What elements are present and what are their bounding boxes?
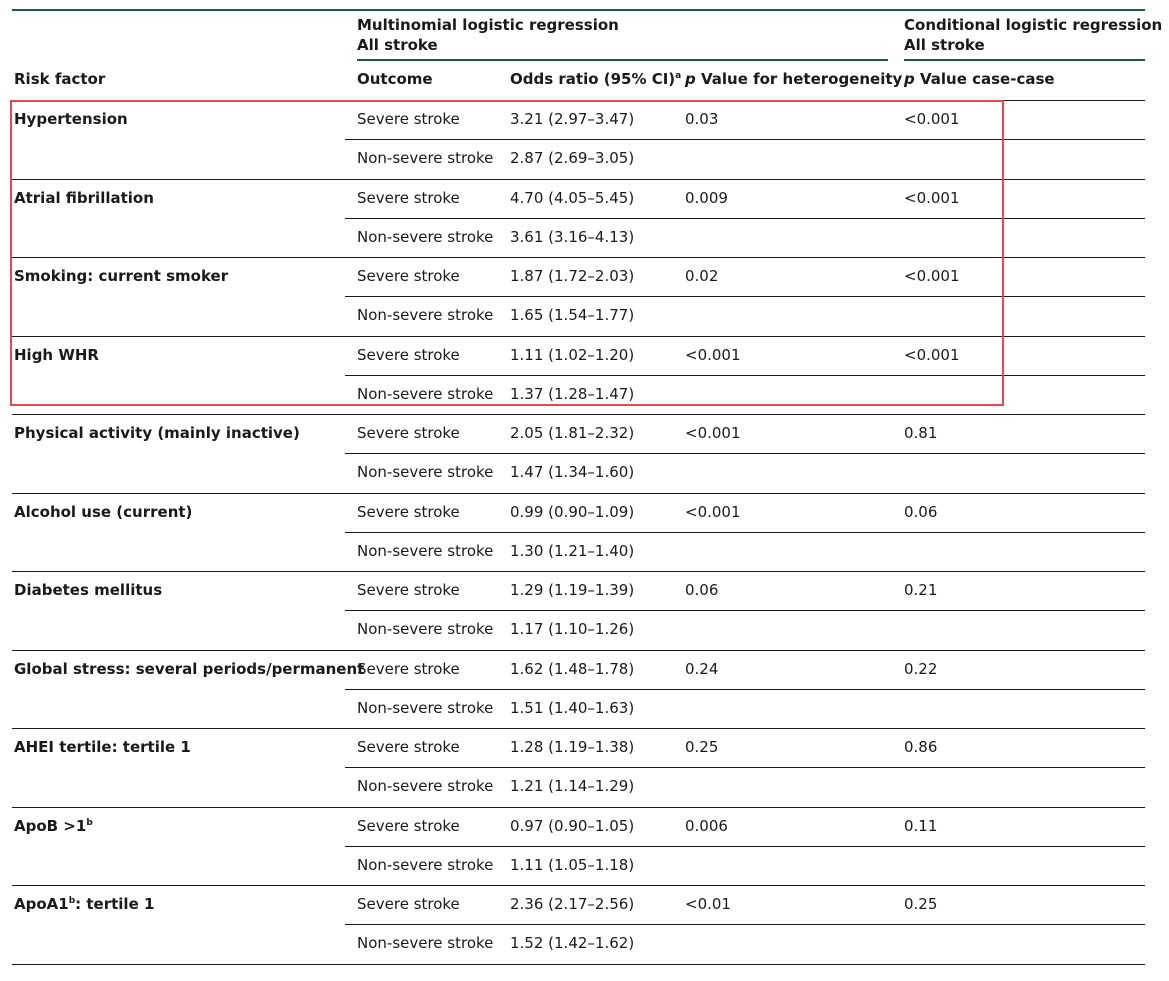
risk-factor-group [12, 415, 1145, 494]
p-heterogeneity-cell: 0.25 [685, 738, 719, 756]
odds-ratio-cell: 1.47 (1.34–1.60) [510, 463, 635, 481]
risk-factor-group [12, 494, 1145, 573]
p-case-case-cell: 0.25 [904, 895, 938, 913]
outcome-cell: Severe stroke [357, 267, 460, 285]
p-case-case-cell: <0.001 [904, 267, 960, 285]
odds-ratio-cell: 3.21 (2.97–3.47) [510, 110, 635, 128]
odds-ratio-cell: 4.70 (4.05–5.45) [510, 188, 635, 207]
odds-ratio-cell: 1.11 (1.05–1.18) [510, 855, 635, 874]
risk-factor-footnote-marker: b [86, 817, 93, 828]
p-heterogeneity-cell: <0.001 [685, 502, 741, 521]
risk-factor-name: Atrial fibrillation [14, 188, 154, 207]
odds-ratio-footnote-marker: a [675, 71, 682, 81]
odds-ratio-cell: 1.17 (1.10–1.26) [510, 620, 635, 638]
table-row-nonsevere [345, 454, 1145, 493]
risk-factor-label [14, 738, 191, 756]
table-row-severe [345, 494, 1145, 533]
outcome-cell: Non-severe stroke [357, 384, 494, 403]
col-header-p-case-case [904, 69, 1055, 89]
risk-factor-suffix: : tertile 1 [75, 895, 155, 913]
table-row-severe [345, 651, 1145, 690]
top-rule [12, 9, 1145, 11]
outcome-cell: Non-severe stroke [357, 306, 494, 324]
table-row-nonsevere [345, 925, 1145, 964]
odds-ratio-cell: 0.99 (0.90–1.09) [510, 502, 635, 521]
risk-factor-footnote-marker: b [68, 896, 76, 906]
odds-ratio-cell: 1.28 (1.19–1.38) [510, 738, 635, 756]
odds-ratio-cell: 1.21 (1.14–1.29) [510, 777, 635, 795]
p-heterogeneity-cell: 0.03 [685, 110, 719, 128]
risk-factor-group [12, 808, 1145, 887]
outcome-cell: Severe stroke [357, 345, 460, 364]
risk-factor-label [14, 424, 300, 442]
risk-factor-label [14, 660, 364, 678]
odds-ratio-cell: 2.87 (2.69–3.05) [510, 149, 635, 167]
p-case-case-cell: <0.001 [904, 110, 960, 128]
p-heterogeneity-cell: <0.001 [685, 345, 741, 364]
table-row-severe [345, 572, 1145, 611]
outcome-cell: Non-severe stroke [357, 620, 494, 638]
outcome-cell: Severe stroke [357, 659, 460, 678]
risk-factor-group [12, 729, 1145, 808]
p-case-case-cell: 0.21 [904, 581, 938, 599]
multinomial-subtitle: All stroke [357, 36, 438, 54]
outcome-cell: Non-severe stroke [357, 934, 494, 952]
risk-factor-group [12, 886, 1145, 965]
outcome-cell: Severe stroke [357, 738, 460, 756]
table-row-severe [345, 886, 1145, 925]
highlight-box [10, 100, 1004, 406]
risk-factor-name: ApoA1 [14, 895, 69, 913]
odds-ratio-cell: 1.11 (1.02–1.20) [510, 345, 635, 364]
risk-factor-name: Smoking: current smoker [14, 267, 229, 285]
p-het-italic: p [685, 70, 696, 88]
col-header-odds-ratio [510, 69, 681, 89]
multinomial-title: Multinomial logistic regression [357, 16, 619, 34]
p-heterogeneity-cell: 0.06 [685, 581, 719, 599]
p-heterogeneity-cell: <0.01 [685, 895, 731, 913]
table-row-nonsevere [345, 611, 1145, 650]
odds-ratio-label: Odds ratio (95% CI) [510, 70, 676, 88]
risk-factor-label [14, 895, 154, 913]
p-het-label: Value for heterogeneity [695, 70, 903, 88]
table-row-nonsevere [345, 847, 1145, 886]
p-heterogeneity-cell: 0.009 [685, 188, 728, 207]
table-row-severe [345, 729, 1145, 768]
p-case-case-cell: 0.81 [904, 424, 938, 442]
risk-factor-name: Diabetes mellitus [14, 581, 163, 599]
p-heterogeneity-cell: 0.006 [685, 816, 728, 835]
conditional-header-rule [904, 59, 1145, 61]
multinomial-header [357, 15, 619, 55]
p-case-case-cell: 0.86 [904, 738, 938, 756]
risk-factor-name: ApoB >1 [14, 816, 87, 835]
col-header-risk-factor: Risk factor [14, 70, 106, 88]
outcome-cell: Non-severe stroke [357, 698, 494, 717]
conditional-title: Conditional logistic regression [904, 16, 1163, 34]
risk-factor-group [12, 572, 1145, 651]
p-cc-label: Value case-case [914, 70, 1055, 88]
risk-factor-label [14, 581, 162, 599]
odds-ratio-cell: 1.30 (1.21–1.40) [510, 541, 635, 560]
table-row-nonsevere [345, 690, 1145, 729]
outcome-cell: Severe stroke [357, 581, 460, 599]
outcome-cell: Non-severe stroke [357, 149, 494, 167]
risk-factor-name: Global stress: several periods/permanent [14, 659, 365, 678]
odds-ratio-cell: 1.62 (1.48–1.78) [510, 659, 635, 678]
outcome-cell: Severe stroke [357, 424, 460, 442]
p-case-case-cell: <0.001 [904, 345, 960, 364]
p-heterogeneity-cell: 0.02 [685, 267, 719, 285]
table-row-nonsevere [345, 768, 1145, 807]
table-row-severe [345, 415, 1145, 454]
table-row-nonsevere [345, 533, 1145, 572]
odds-ratio-cell: 1.65 (1.54–1.77) [510, 306, 635, 324]
odds-ratio-cell: 2.05 (1.81–2.32) [510, 424, 635, 442]
col-header-outcome: Outcome [357, 70, 433, 88]
p-heterogeneity-cell: 0.24 [685, 659, 719, 678]
odds-ratio-cell: 1.37 (1.28–1.47) [510, 384, 635, 403]
multinomial-header-rule [357, 59, 888, 61]
odds-ratio-cell: 2.36 (2.17–2.56) [510, 895, 635, 913]
odds-ratio-cell: 1.87 (1.72–2.03) [510, 267, 635, 285]
p-case-case-cell: 0.11 [904, 816, 938, 835]
conditional-subtitle: All stroke [904, 36, 985, 54]
outcome-cell: Severe stroke [357, 110, 460, 128]
p-cc-italic: p [904, 70, 915, 88]
table-row-severe [345, 808, 1145, 847]
outcome-cell: Severe stroke [357, 188, 460, 207]
outcome-cell: Non-severe stroke [357, 541, 494, 560]
odds-ratio-cell: 3.61 (3.16–4.13) [510, 227, 635, 246]
odds-ratio-cell: 1.52 (1.42–1.62) [510, 934, 635, 952]
outcome-cell: Non-severe stroke [357, 227, 494, 246]
odds-ratio-cell: 0.97 (0.90–1.05) [510, 816, 635, 835]
odds-ratio-cell: 1.51 (1.40–1.63) [510, 698, 635, 717]
risk-factor-group [12, 651, 1145, 730]
risk-factor-label [14, 503, 192, 521]
p-case-case-cell: <0.001 [904, 188, 960, 207]
risk-factor-name: AHEI tertile: tertile 1 [14, 738, 191, 756]
risk-factor-name: Physical activity (mainly inactive) [14, 424, 300, 442]
outcome-cell: Non-severe stroke [357, 777, 494, 795]
outcome-cell: Non-severe stroke [357, 855, 494, 874]
p-case-case-cell: 0.22 [904, 659, 938, 678]
risk-factor-name: High WHR [14, 345, 99, 364]
risk-factor-label [14, 817, 93, 835]
col-header-p-heterogeneity [685, 69, 902, 89]
outcome-cell: Severe stroke [357, 895, 460, 913]
outcome-cell: Non-severe stroke [357, 463, 494, 481]
risk-factor-name: Hypertension [14, 110, 128, 128]
outcome-cell: Severe stroke [357, 816, 460, 835]
odds-ratio-cell: 1.29 (1.19–1.39) [510, 581, 635, 599]
p-heterogeneity-cell: <0.001 [685, 424, 741, 442]
risk-factor-name: Alcohol use (current) [14, 502, 193, 521]
outcome-cell: Severe stroke [357, 502, 460, 521]
p-case-case-cell: 0.06 [904, 502, 938, 521]
conditional-header [904, 15, 1162, 55]
